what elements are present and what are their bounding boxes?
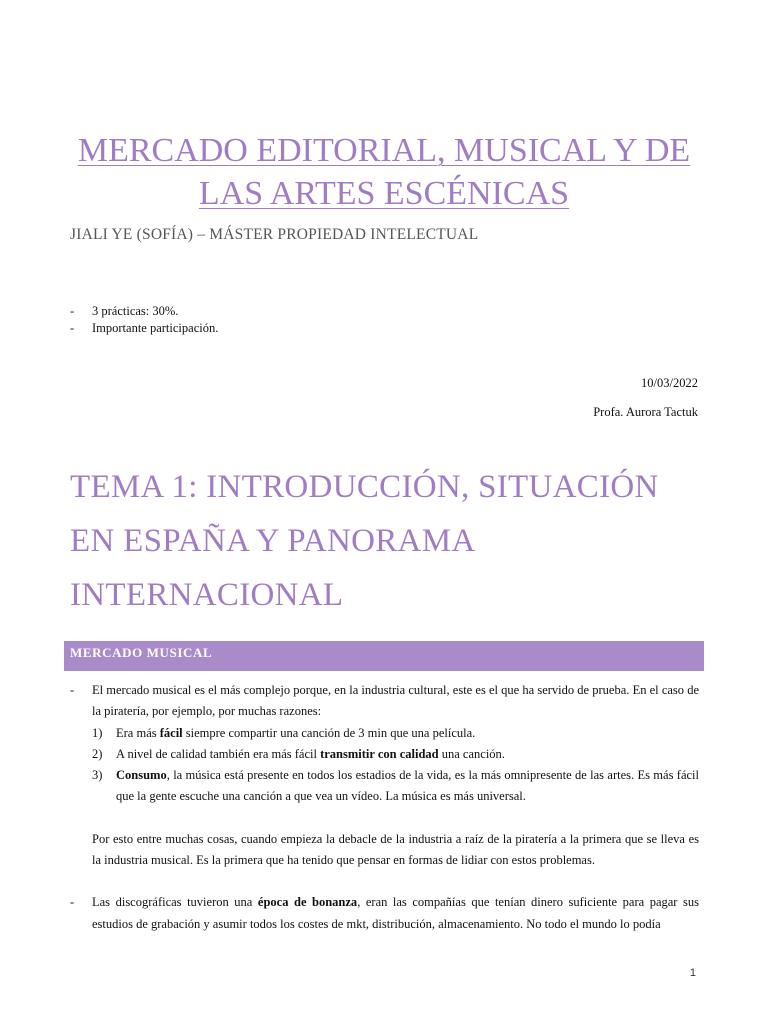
list-item [70, 320, 218, 337]
text-run: , la música está presente en todos los estadios de la vida, es la más omnipresente de las artes. Es más fácil que la gente escuche una canción a que vea un vídeo. La música es más universal. [116, 768, 699, 804]
intro-bullet-list [70, 303, 218, 337]
tema-heading-line-1: TEMA 1: INTRODUCCIÓN, SITUACIÓN [70, 469, 659, 505]
bold-text: transmitir con calidad [320, 746, 439, 761]
item-text [116, 765, 699, 808]
item-number: 2) [92, 746, 103, 761]
title-line-2: LAS ARTES ESCÉNICAS [198, 175, 570, 212]
tema-heading-line-2: EN ESPAÑA Y PANORAMA [70, 523, 476, 559]
document-title [40, 129, 728, 215]
tema-heading-line-3: INTERNACIONAL [70, 577, 344, 613]
document-subtitle: JIALI YE (SOFÍA) – MÁSTER PROPIEDAD INTELECTUAL [70, 226, 479, 243]
bold-text: fácil [159, 725, 183, 740]
title-line-1: MERCADO EDITORIAL, MUSICAL Y DE [77, 132, 691, 169]
text-run: Las discográficas tuvieron una [92, 895, 258, 910]
numbered-item [92, 765, 699, 808]
text-run: siempre compartir una canción de 3 min que una película. [182, 725, 476, 740]
page-number: 1 [689, 967, 696, 979]
numbered-item [92, 723, 699, 744]
bullet-dash: - [70, 321, 75, 335]
text-run: una canción. [438, 746, 505, 761]
section-heading-bar [64, 641, 704, 671]
text-run: A nivel de calidad también era más fácil [116, 746, 321, 761]
date: 10/03/2022 [641, 376, 698, 390]
section-heading-label: MERCADO MUSICAL [70, 645, 213, 660]
list-item [70, 680, 699, 723]
tema-heading [70, 460, 710, 622]
bullet-dash: - [70, 304, 75, 318]
paragraph: El mercado musical es el más complejo porque, en la industria cultural, este es el que ha servido de prueba. En el caso de la piratería, por ejemplo, por muchas razones: [92, 683, 699, 719]
paragraph: Por esto entre muchas cosas, cuando empieza la debacle de la industria a raíz de la piratería a la primera que se lleva es la industria musical. Es la primera que ha tenido que pensar en formas de lidiar con estos problemas. [92, 831, 699, 868]
bullet-dash: - [70, 895, 75, 910]
bold-text: Consumo [116, 768, 167, 783]
item-number: 1) [92, 725, 103, 740]
professor-name: Profa. Aurora Tactuk [593, 405, 698, 419]
text-run: Era más [116, 725, 160, 740]
list-item-text: Importante participación. [92, 321, 219, 335]
body-content [70, 680, 699, 935]
list-item-text: 3 prácticas: 30%. [92, 304, 179, 318]
item-text [116, 723, 699, 744]
item-number: 3) [92, 768, 103, 783]
paragraph [92, 892, 699, 935]
numbered-item [92, 744, 699, 765]
list-item [70, 892, 699, 935]
bold-text: época de bonanza [257, 895, 358, 910]
list-item [70, 303, 218, 320]
bullet-dash: - [70, 683, 75, 697]
text-run: , eran las compañías que tenían dinero suficiente para pagar sus estudios de grabación y asumir todos los costes de mkt, distribución, almacenamiento. No todo el mundo lo podía [92, 895, 699, 931]
item-text [116, 744, 699, 765]
